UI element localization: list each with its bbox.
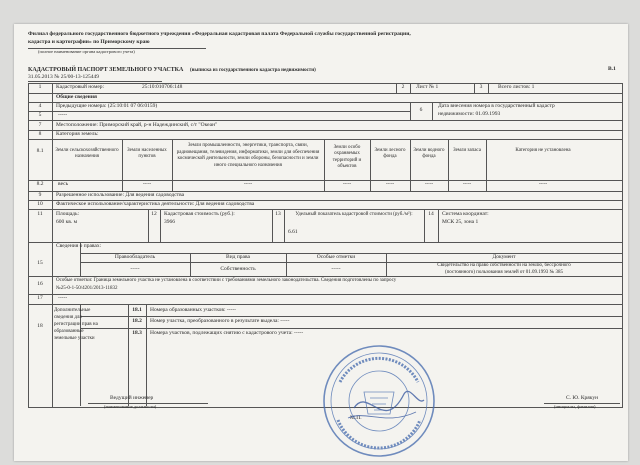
- row-number: 18.2: [132, 318, 142, 324]
- category-value-agricultural: весь: [58, 181, 69, 187]
- row-number: 18: [37, 323, 43, 329]
- category-protected: Земли особо охраняемых территорий и объектов: [332, 145, 362, 169]
- rights-header-owner: Правообладатель: [114, 254, 156, 260]
- row-number: 4: [38, 103, 42, 109]
- row-number: 6: [419, 107, 423, 113]
- rights-header-special: Особые отметки: [316, 254, 356, 260]
- special-notes-line-2: №25-0-1-50/4201/2013-11832: [56, 286, 118, 291]
- row-number: 3: [479, 84, 483, 90]
- row-number: 7: [38, 122, 42, 128]
- cadastral-cost-value: 3966: [164, 219, 175, 225]
- additional-info-line-2: сведения для: [54, 315, 82, 320]
- coordinate-system-label: Система координат:: [442, 211, 489, 217]
- additional-info-line-4: образованные: [54, 329, 84, 334]
- actual-use: Фактическое использование/характеристика деятельности: Для ведения садоводства: [56, 201, 255, 207]
- row-number: 2: [401, 84, 405, 90]
- row-number: 1: [38, 84, 42, 90]
- row-number: 8.2: [36, 181, 44, 187]
- row-number: 9: [38, 192, 42, 198]
- additional-info-line-1: Дополнительные: [54, 308, 91, 313]
- category-settlements: Земли населенных пунктов: [127, 148, 167, 160]
- document-title: КАДАСТРОВЫЙ ПАСПОРТ ЗЕМЕЛЬНОГО УЧАСТКА: [28, 67, 184, 73]
- cadastral-number-value: 25:10:010706:148: [142, 84, 183, 90]
- total-sheets: Всего листов: 1: [498, 84, 535, 90]
- category-forest: Земли лесного фонда: [374, 148, 406, 160]
- previous-numbers: Предыдущие номера: (25:10:01 07 06:0159): [56, 103, 158, 109]
- category-value: -----: [142, 182, 152, 187]
- permitted-use: Разрешенное использование: Для ведения садоводства: [56, 192, 185, 198]
- date-number: 31.05.2013 № 25/00-13-125449: [28, 74, 99, 80]
- row-number: 15: [37, 260, 43, 266]
- registration-date-line-2: недвижимости: 01.09.1993: [438, 111, 501, 117]
- category-water: Земли водного фонда: [413, 148, 445, 160]
- signer-name-caption: (инициалы, фамилия): [554, 404, 596, 409]
- row-17-value: -----: [58, 295, 68, 301]
- row-number: 17: [37, 295, 43, 301]
- category-value: -----: [538, 182, 548, 187]
- special-notes-line-1: Особые отметки: Граница земельного участка не установлена в соответствии с требованиями земельного законодательства. Сведения подготовлены по запросу: [56, 278, 397, 283]
- additional-info-line-3: регистрации прав на: [54, 322, 98, 327]
- row-number: 14: [428, 211, 434, 217]
- signer-position-caption: (наименование должности): [104, 404, 157, 409]
- seal-mark: М.П.: [350, 415, 362, 421]
- transformed-plot: Номер участка, преобразованного в результате выдела: -----: [150, 318, 290, 324]
- cadastral-number-label: Кадастровый номер:: [56, 84, 105, 90]
- area-value: 600 кв. м: [56, 219, 78, 225]
- rights-owner: -----: [130, 266, 140, 272]
- plots-to-remove: Номера участков, подлежащих снятию с кадастрового учета: -----: [150, 330, 304, 336]
- category-reserve: Земли запаса: [453, 148, 481, 153]
- category-not-set: Категория не установлена: [515, 148, 571, 153]
- official-seal-stamp: [320, 342, 438, 460]
- row-number: 11: [37, 211, 43, 217]
- category-agricultural: Земли сельскохозяйственного назначения: [55, 148, 119, 160]
- area-label: Площадь:: [56, 211, 79, 217]
- signer-position: Ведущий инженер: [110, 395, 154, 401]
- category-value: -----: [424, 182, 434, 187]
- row-number: 8: [38, 131, 42, 137]
- rights-type: Собственность: [220, 266, 256, 272]
- org-line-2: кадастра и картографии» по Приморскому краю: [28, 39, 150, 45]
- document-subtitle: (выписка из государственного кадастра недвижимости): [190, 68, 316, 73]
- rights-header-document: Документ: [492, 254, 516, 260]
- row-number: 18.3: [132, 330, 142, 336]
- category-value: -----: [462, 182, 472, 187]
- rights-label: Сведения о правах:: [56, 243, 102, 249]
- rights-document-line-2: (постоянного) пользования землей от 01.09.1993 № 385: [444, 270, 564, 275]
- registration-date-line-1: Дата внесения номера в государственный кадастр: [438, 103, 555, 109]
- row-number: 8.1: [36, 148, 44, 154]
- general-info-heading: Общие сведения: [56, 94, 97, 100]
- cadastral-cost-label: Кадастровая стоимость (руб.):: [164, 211, 235, 217]
- location: Местоположение: Приморский край, р-н Надеждинский, с/т "Океан": [56, 122, 218, 128]
- additional-info-line-5: земельные участки: [54, 336, 95, 341]
- specific-cost-label: Удельный показатель кадастровой стоимости (руб./м²):: [295, 212, 413, 217]
- formed-plots: Номера образованных участков: -----: [150, 307, 237, 313]
- category-value: -----: [342, 182, 352, 187]
- row-number: 16: [37, 281, 43, 287]
- row-number: 10: [37, 201, 43, 207]
- category-value: -----: [385, 182, 395, 187]
- category-industry: Земли промышленности, энергетики, транспорта, связи, радиовещания, телевидения, информатики, земли для обеспечения космической деятельности, земли обороны, безопасности и земли иного специального назначения: [176, 143, 320, 168]
- row-number: 5: [38, 112, 42, 118]
- rights-header-type: Вид права: [226, 254, 250, 260]
- row-number: 18.1: [132, 307, 142, 313]
- category-value: -----: [243, 182, 253, 187]
- rights-document-line-1: Свидетельство на право собственности на землю, бессрочного: [437, 263, 571, 268]
- row-5-value: -----: [58, 112, 68, 118]
- org-line-1: Филиал федерального государственного бюджетного учреждения «Федеральная кадастровая палата Федеральной службы государственной регистрации,: [28, 31, 411, 37]
- cadastral-passport-sheet: [14, 24, 628, 461]
- org-caption: (полное наименование органа кадастрового учета): [38, 49, 135, 54]
- land-category-label: Категория земель:: [56, 131, 99, 137]
- coordinate-system-value: МСК 25, зона 1: [442, 219, 479, 225]
- row-number: 13: [275, 211, 281, 217]
- row-number: 12: [151, 211, 157, 217]
- form-code: В.1: [608, 66, 616, 72]
- rights-special: -----: [331, 266, 341, 272]
- specific-cost-value: 6.61: [288, 229, 298, 235]
- sheet-number: Лист № 1: [416, 84, 439, 90]
- signer-name: С. Ю. Крякун: [566, 395, 599, 401]
